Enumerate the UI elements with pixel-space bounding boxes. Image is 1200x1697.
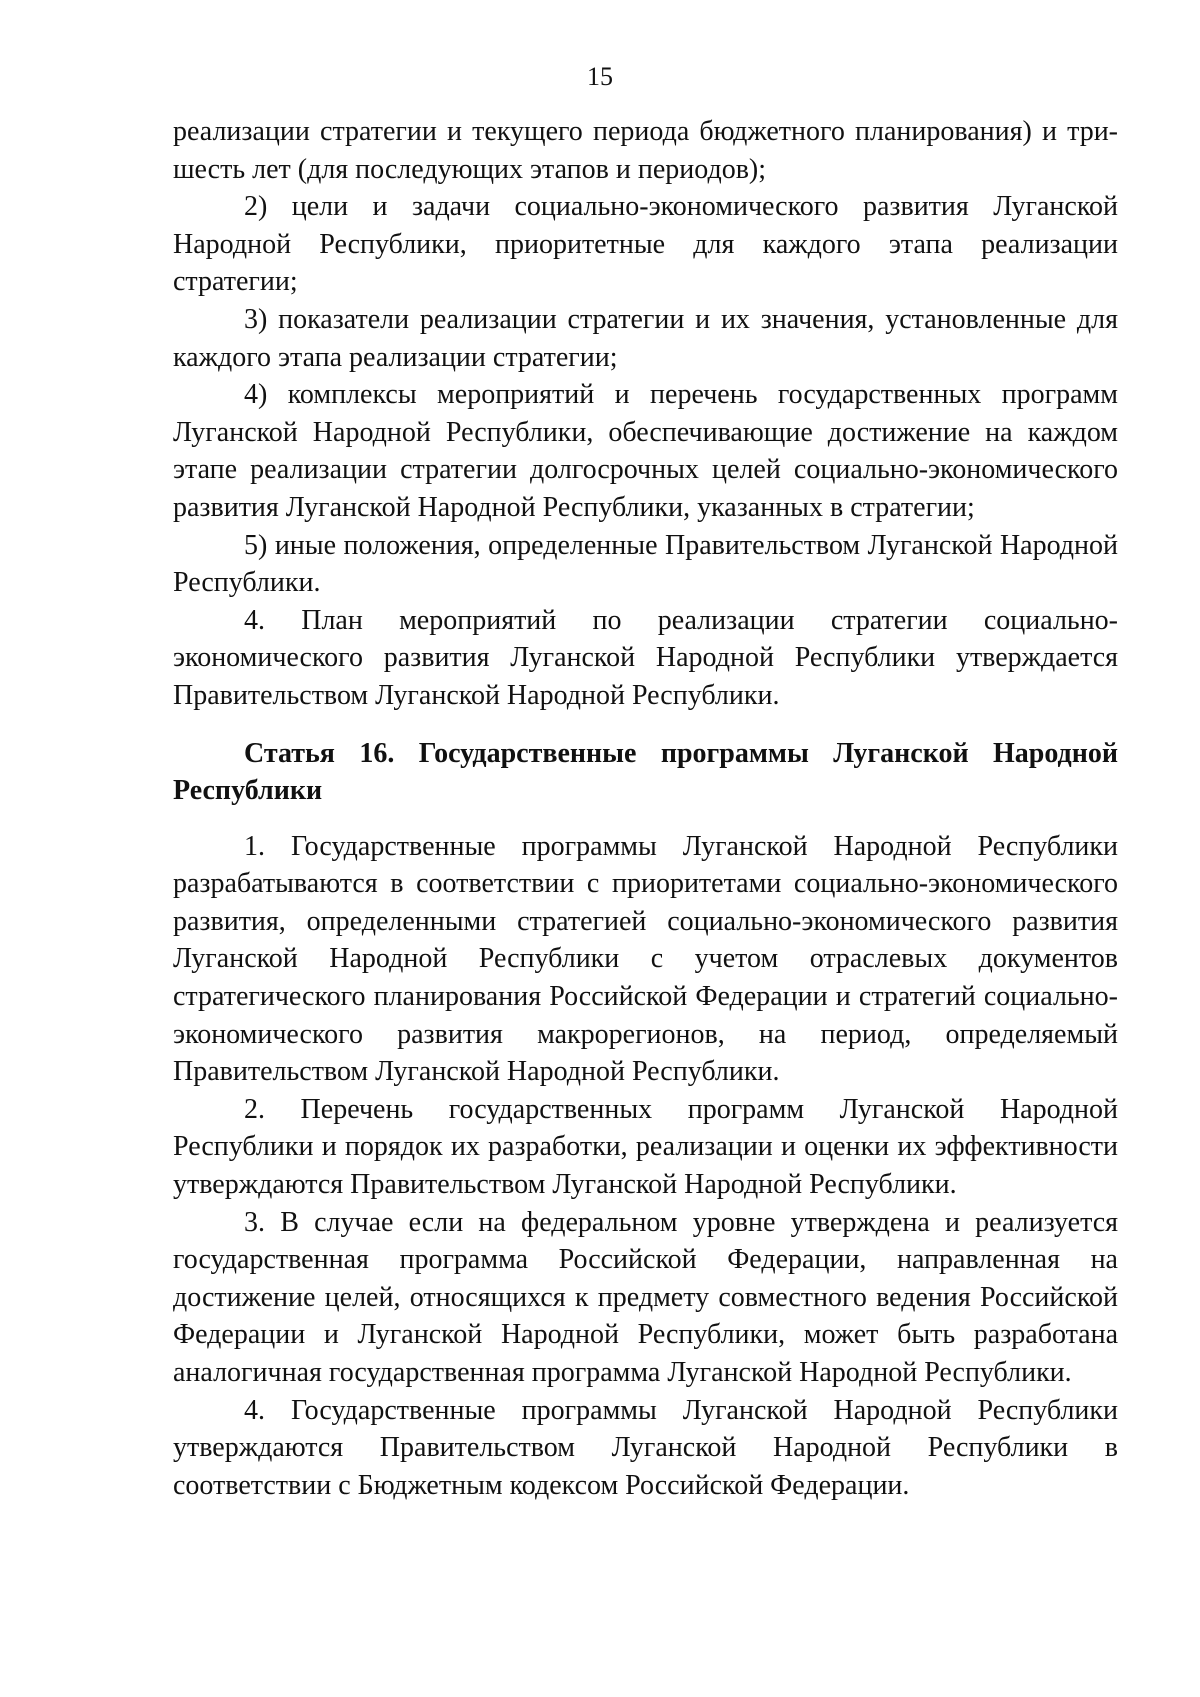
clause-4: 4. План мероприятий по реализации стратегии социально-экономического развития Луганской Народной Республики утверждается Правительством Луганской Народной Республики. (173, 604, 1118, 711)
list-item-5: 5) иные положения, определенные Правительством Луганской Народной Республики. (173, 529, 1118, 599)
article-16-clause-2: 2. Перечень государственных программ Луганской Народной Республики и порядок их разработки, реализации и оценки их эффективности утверждаются Правительством Луганской Народной Республики. (173, 1093, 1118, 1201)
list-item-3: 3) показатели реализации стратегии и их значения, установленные для каждого этапа реализации стратегии; (173, 303, 1118, 373)
article-16-clause-1: 1. Государственные программы Луганской Народной Республики разрабатываются в соответствии с приоритетами социально-экономического развития, определенными стратегией социально-экономического развития Луганской Народной Республики с учетом отраслевых документов стратегического планирования Российской Федерации и стратегий социально-экономического развития макрорегионов, на период, определяемый Правительством Луганской Народной Республики. (173, 830, 1118, 1088)
page-number: 15 (587, 62, 613, 91)
article-16-heading: Статья 16. Государственные программы Луганской Народной Республики (173, 737, 1118, 807)
article-16-clause-3: 3. В случае если на федеральном уровне утверждена и реализуется государственная программа Российской Федерации, направленная на достижение целей, относящихся к предмету совместного ведения Российской Федерации и Луганской Народной Республики, может быть разработана аналогичная государственная программа Луганской Народной Республики. (173, 1206, 1118, 1388)
list-item-4: 4) комплексы мероприятий и перечень государственных программ Луганской Народной Республики, обеспечивающие достижение на каждом этапе реализации стратегии долгосрочных целей социально-экономического развития Луганской Народной Республики, указанных в стратегии; (173, 379, 1118, 523)
list-item-2: 2) цели и задачи социально-экономического развития Луганской Народной Республики, приоритетные для каждого этапа реализации стратегии; (173, 191, 1118, 298)
article-16-clause-4: 4. Государственные программы Луганской Народной Республики утверждаются Правительством Луганской Народной Республики в соответствии с Бюджетным кодексом Российской Федерации. (173, 1394, 1118, 1501)
document-body (173, 113, 1118, 1504)
paragraph-continuation: реализации стратегии и текущего периода бюджетного планирования) и три-шесть лет (для последующих этапов и периодов); (173, 116, 1118, 185)
